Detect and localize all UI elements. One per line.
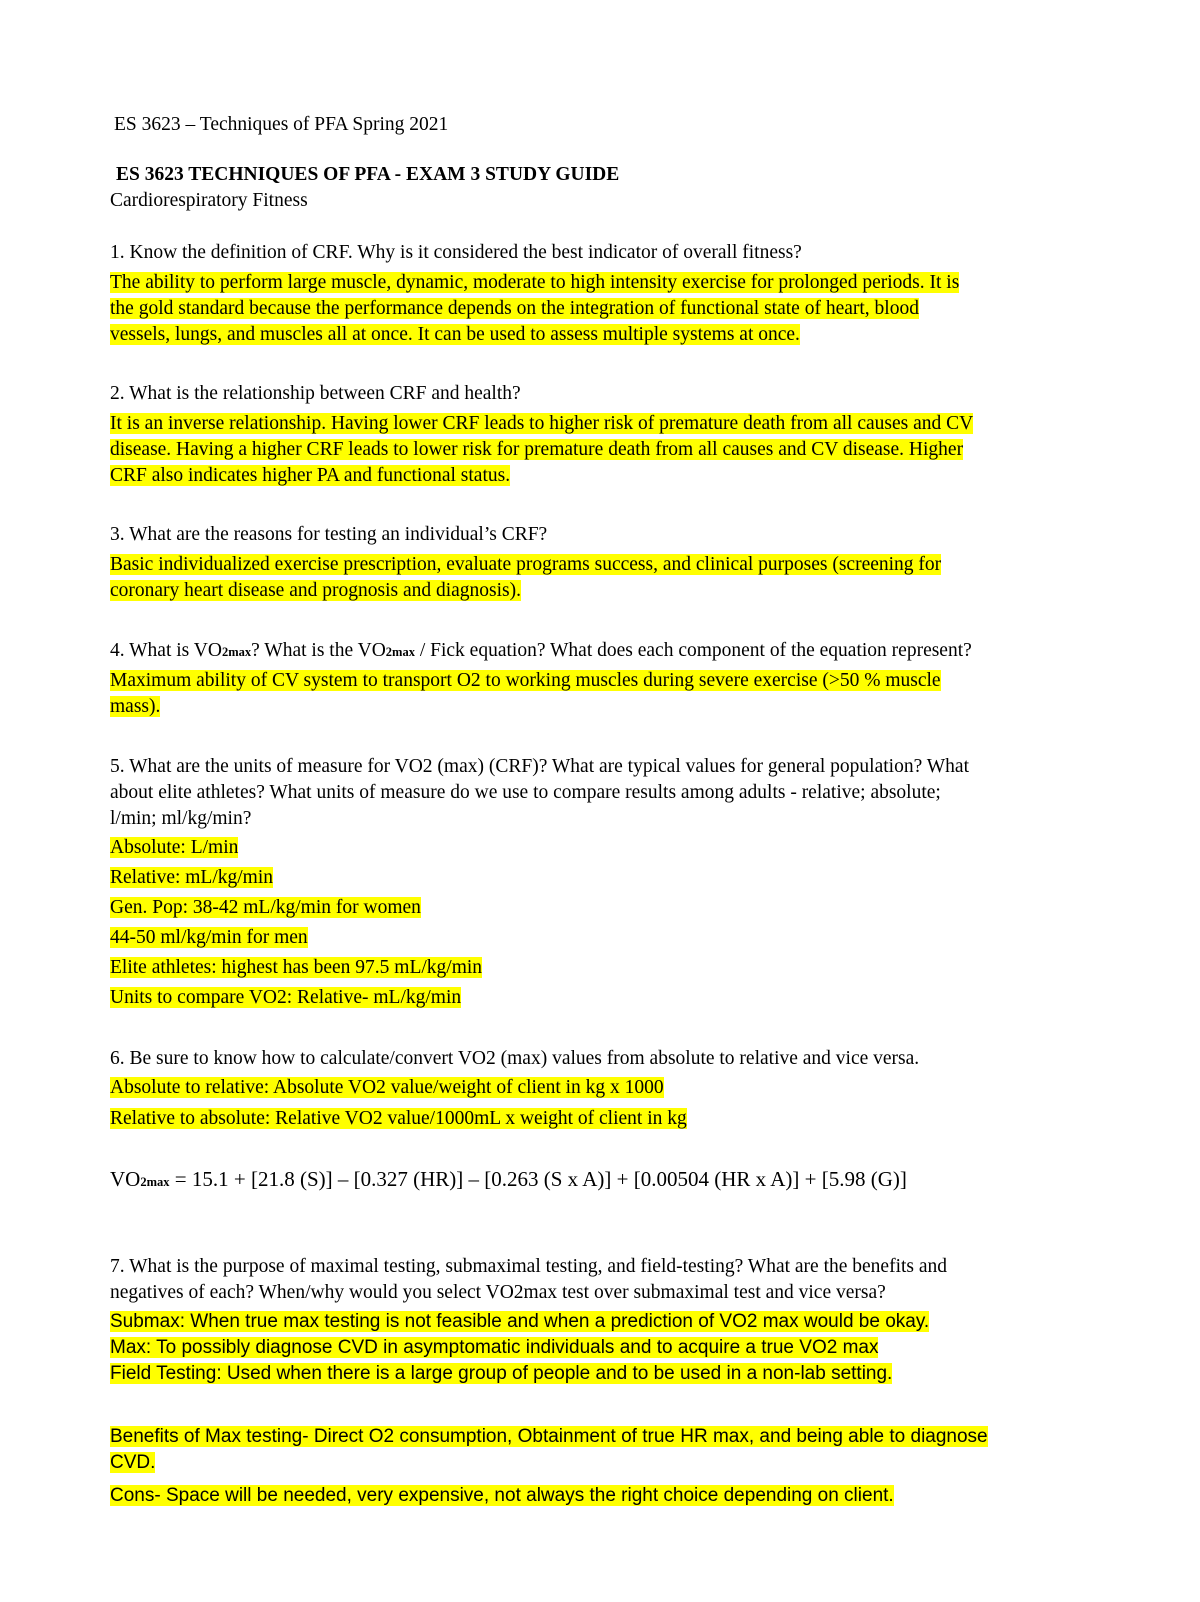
answer-1-line-2: the gold standard because the performance depends on the integration of functional state of heart, blood xyxy=(110,298,919,319)
answer-7-line-2: Max: To possibly diagnose CVD in asymptomatic individuals and to acquire a true VO2 max xyxy=(110,1337,879,1358)
benefits-line-1: Benefits of Max testing- Direct O2 consumption, Obtainment of true HR max, and being able to diagnose xyxy=(110,1426,988,1447)
answer-6-line-2: Relative to absolute: Relative VO2 value/1000mL x weight of client in kg xyxy=(110,1108,687,1129)
answer-4-line-1: Maximum ability of CV system to transport O2 to working muscles during severe exercise (>50 % muscle xyxy=(110,670,941,691)
question-5-line-1: 5. What are the units of measure for VO2 (max) (CRF)? What are typical values for general population? What xyxy=(110,756,969,777)
cons-line: Cons- Space will be needed, very expensive, not always the right choice depending on client. xyxy=(110,1485,894,1506)
question-7-line-2: negatives of each? When/why would you select VO2max test over submaximal test and vice versa? xyxy=(110,1282,886,1303)
answer-3-line-1: Basic individualized exercise prescription, evaluate programs success, and clinical purposes (screening for xyxy=(110,554,942,575)
answer-5-line-2: Relative: mL/kg/min xyxy=(110,867,274,888)
answer-5-line-4: 44-50 ml/kg/min for men xyxy=(110,927,308,948)
answer-3-line-2: coronary heart disease and prognosis and diagnosis). xyxy=(110,580,522,601)
answer-2-line-3: CRF also indicates higher PA and functional status. xyxy=(110,465,511,486)
answer-7-line-1: Submax: When true max testing is not feasible and when a prediction of VO2 max would be okay. xyxy=(110,1311,930,1332)
question-5-line-2: about elite athletes? What units of measure do we use to compare results among adults - relative; absolute; xyxy=(110,782,941,803)
answer-2-line-2: disease. Having a higher CRF leads to lower risk for premature death from all causes and CV disease. Higher xyxy=(110,439,964,460)
vo2max-equation: VO2max = 15.1 + [21.8 (S)] – [0.327 (HR)] – [0.263 (S x A)] + [0.00504 (HR x A)] + [5.98 (G)] xyxy=(110,1167,907,1191)
question-5-line-3: l/min; ml/kg/min? xyxy=(110,808,252,829)
answer-2-line-1: It is an inverse relationship. Having lower CRF leads to higher risk of premature death from all causes and CV xyxy=(110,413,974,434)
question-7-line-1: 7. What is the purpose of maximal testing, submaximal testing, and field-testing? What are the benefits and xyxy=(110,1256,948,1277)
answer-6-line-1: Absolute to relative: Absolute VO2 value/weight of client in kg x 1000 xyxy=(110,1077,664,1098)
answer-4-line-2: mass). xyxy=(110,696,161,717)
question-1: 1. Know the definition of CRF. Why is it considered the best indicator of overall fitness? xyxy=(110,242,802,263)
question-3: 3. What are the reasons for testing an individual’s CRF? xyxy=(110,524,548,545)
page-header: ES 3623 – Techniques of PFA Spring 2021 xyxy=(114,114,449,135)
answer-5-line-6: Units to compare VO2: Relative- mL/kg/min xyxy=(110,987,462,1008)
answer-1-line-3: vessels, lungs, and muscles all at once. It can be used to assess multiple systems at once. xyxy=(110,324,800,345)
answer-5-line-5: Elite athletes: highest has been 97.5 mL/kg/min xyxy=(110,957,483,978)
section-heading: Cardiorespiratory Fitness xyxy=(110,190,308,211)
page-title: ES 3623 TECHNIQUES OF PFA - EXAM 3 STUDY GUIDE xyxy=(116,164,620,185)
answer-1-line-1: The ability to perform large muscle, dynamic, moderate to high intensity exercise for prolonged periods. It is xyxy=(110,272,960,293)
benefits-line-2: CVD. xyxy=(110,1452,156,1473)
question-6: 6. Be sure to know how to calculate/convert VO2 (max) values from absolute to relative and vice versa. xyxy=(110,1048,920,1069)
answer-7-line-3: Field Testing: Used when there is a large group of people and to be used in a non-lab setting. xyxy=(110,1363,893,1384)
question-4: 4. What is VO2max? What is the VO2max / Fick equation? What does each component of the equation represent? xyxy=(110,640,972,661)
question-2: 2. What is the relationship between CRF and health? xyxy=(110,383,521,404)
answer-5-line-1: Absolute: L/min xyxy=(110,837,239,858)
answer-5-line-3: Gen. Pop: 38-42 mL/kg/min for women xyxy=(110,897,421,918)
